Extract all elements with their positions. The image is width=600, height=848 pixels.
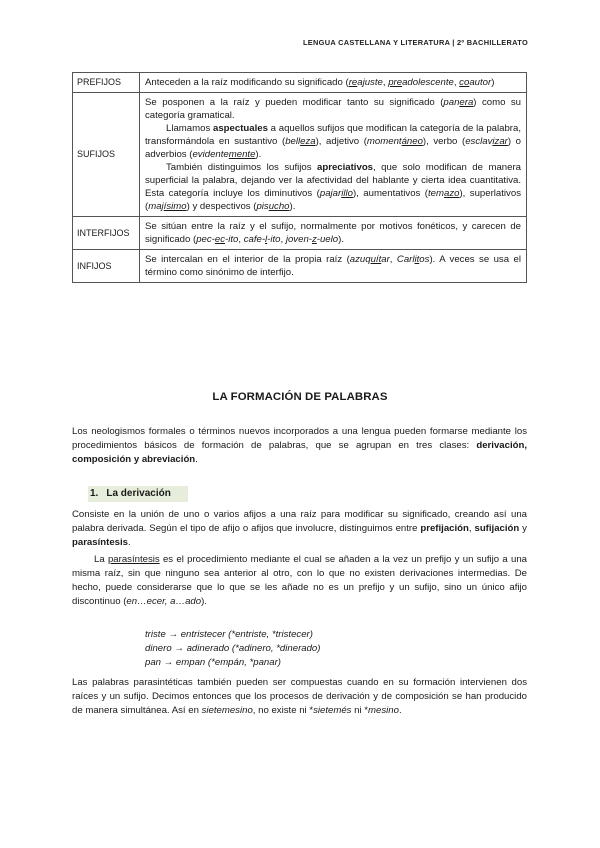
table-row xyxy=(73,93,527,217)
definition-text: Anteceden a la raíz modificando su significado (reajuste, preadolescente, coautor) xyxy=(145,77,495,88)
term-sufijos: SUFIJOS xyxy=(73,93,140,217)
term-prefijos: PREFIJOS xyxy=(73,73,140,93)
definition-paragraph: También distinguimos los sufijos apreciativos, que solo modifican de manera superficial la palabra, dejando ver la afectividad del hablante y cierta idea cuantitativa. Esta categoría incluye los diminutivos (pajarillo), aumentativos (temazo), superlativos (majísimo) y despectivos (pisucho). xyxy=(145,162,521,212)
definition-paragraph: Llamamos aspectuales a aquellos sufijos que modifican la categoría de la palabra, transformándola en sustantivo (belleza), adjetivo (momentáneo), verbo (esclavizar) o adverbios (evidentemente). xyxy=(145,123,521,160)
definition-infijos xyxy=(140,250,527,283)
example-line: dinero → adinerado (*adinero, *dinerado) xyxy=(145,643,321,654)
definition-paragraph: Se posponen a la raíz y pueden modificar tanto su significado (panera) como su categoría gramatical. xyxy=(145,97,521,121)
subheading-number: 1. xyxy=(90,488,99,499)
example-line: pan → empan (*empán, *panar) xyxy=(145,657,281,668)
running-header: LENGUA CASTELLANA Y LITERATURA | 2º BACHILLERATO xyxy=(302,38,528,47)
derivacion-body xyxy=(72,508,527,609)
term-infijos: INFIJOS xyxy=(73,250,140,283)
definition-text: Se intercalan en el interior de la propia raíz (azuquítar, Carlitos). A veces se usa el término como sinónimo de interfijo. xyxy=(145,254,521,278)
section-title: LA FORMACIÓN DE PALABRAS xyxy=(212,391,388,403)
table-row xyxy=(73,217,527,250)
definition-text: Se sitúan entre la raíz y el sufijo, normalmente por motivos fonéticos, y carecen de significado (pec-ec-ito, cafe-l-ito, joven-z-uelo). xyxy=(145,221,521,245)
intro-paragraph: Los neologismos formales o términos nuevos incorporados a una lengua pueden formarse mediante los procedimientos básicos de formación de palabras, que se agrupan en tres clases: derivación, composición y abreviación. xyxy=(72,426,527,465)
example-list xyxy=(145,628,320,670)
table-row xyxy=(73,250,527,283)
definition-prefijos xyxy=(140,73,527,93)
subheading-derivacion xyxy=(88,486,188,502)
example-line: triste → entristecer (*entriste, *tristecer) xyxy=(145,629,313,640)
definition-sufijos xyxy=(140,93,527,217)
closing-paragraph: Las palabras parasintéticas también pueden ser compuestas cuando en su formación intervienen dos raíces y un sufijo. Decimos entonces que los procesos de derivación y de composición se han producido de manera simultánea. Así en sietemesino, no existe ni *sietemés ni *mesino. xyxy=(72,677,527,716)
definition-interfijos xyxy=(140,217,527,250)
body-paragraph: La parasíntesis es el procedimiento mediante el cual se añaden a la vez un prefijo y un sufijo a una misma raíz, sin que ninguno sea anterior al otro, con lo que no existen derivaciones intermedias. De hecho, puede considerarse que lo que se les añade no es un prefijo y un sufijo, sino un único afijo discontinuo (en…ecer, a…ado). xyxy=(72,554,527,607)
affix-table xyxy=(72,72,527,283)
term-interfijos: INTERFIJOS xyxy=(73,217,140,250)
body-paragraph: Consiste en la unión de uno o varios afijos a una raíz para modificar su significado, creando así una palabra derivada. Según el tipo de afijo o afijos que involucre, distinguimos entre prefijación, sufijación y parasíntesis. xyxy=(72,509,527,548)
table-row xyxy=(73,73,527,93)
subheading-title: La derivación xyxy=(106,488,171,499)
